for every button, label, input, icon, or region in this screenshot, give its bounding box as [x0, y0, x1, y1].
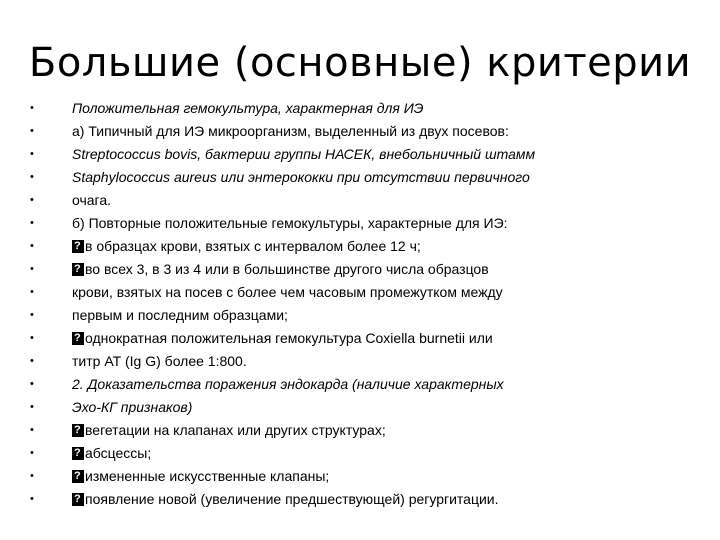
missing-glyph-icon [72, 332, 84, 345]
bullet-icon: • [30, 424, 34, 436]
bullet-icon: • [30, 493, 34, 505]
list-item-text [72, 488, 499, 511]
missing-glyph-icon [72, 470, 84, 483]
bullet-icon: • [30, 240, 34, 252]
item-label: Положительная гемокультура, характерная для ИЭ [72, 100, 424, 116]
list-item [28, 327, 708, 350]
item-label: в образцах крови, взятых с интервалом более 12 ч; [85, 238, 421, 254]
item-label: абсцессы; [85, 445, 152, 461]
missing-glyph-icon [72, 240, 84, 253]
bullet-icon: • [30, 217, 34, 229]
item-label: титр АТ (Ig G) более 1:800. [72, 353, 247, 369]
list-item-text [72, 120, 509, 143]
list-item-text [72, 189, 111, 212]
item-label: б) Повторные положительные гемокультуры, характерные для ИЭ: [72, 215, 508, 231]
list-item [28, 304, 708, 327]
list-item-text [72, 97, 423, 120]
list-item [28, 189, 708, 212]
item-label: первым и последним образцами; [72, 307, 288, 323]
list-item-text [72, 166, 530, 189]
missing-glyph-icon [72, 263, 84, 276]
list-item [28, 120, 708, 143]
bullet-icon: • [30, 470, 34, 482]
list-item [28, 212, 708, 235]
list-item-text [72, 442, 151, 465]
list-item [28, 166, 708, 189]
list-item-text [72, 373, 504, 396]
bullet-icon: • [30, 102, 34, 114]
list-item-text [72, 235, 421, 258]
bullet-icon: • [30, 309, 34, 321]
list-item [28, 281, 708, 304]
list-item-text [72, 419, 386, 442]
slide-title: Большие (основные) критерии [28, 40, 692, 86]
item-label: однократная положительная гемокультура Coxiella burnetii или [85, 330, 493, 346]
list-item [28, 350, 708, 373]
bullet-icon: • [30, 286, 34, 298]
criteria-list [28, 97, 708, 511]
bullet-icon: • [30, 263, 34, 275]
bullet-icon: • [30, 171, 34, 183]
list-item-text [72, 281, 503, 304]
bullet-icon: • [30, 401, 34, 413]
list-item [28, 235, 708, 258]
item-label: Эхо-КГ признаков) [72, 399, 193, 415]
list-item [28, 396, 708, 419]
list-item-text [72, 465, 329, 488]
bullet-icon: • [30, 332, 34, 344]
list-item [28, 258, 708, 281]
item-label: 2. Доказательства поражения эндокарда (наличие характерных [72, 376, 504, 392]
list-item-text [72, 327, 493, 350]
list-item-text [72, 350, 247, 373]
list-item [28, 488, 708, 511]
list-item [28, 419, 708, 442]
missing-glyph-icon [72, 447, 84, 460]
list-item [28, 442, 708, 465]
item-label: измененные искусственные клапаны; [85, 468, 330, 484]
list-item [28, 97, 708, 120]
bullet-icon: • [30, 125, 34, 137]
item-label: во всех 3, в 3 из 4 или в большинстве другого числа образцов [85, 261, 489, 277]
bullet-icon: • [30, 194, 34, 206]
bullet-icon: • [30, 148, 34, 160]
missing-glyph-icon [72, 424, 84, 437]
item-label: вегетации на клапанах или других структурах; [85, 422, 386, 438]
bullet-icon: • [30, 378, 34, 390]
item-label: появление новой (увеличение предшествующей) регургитации. [85, 491, 499, 507]
list-item-text [72, 212, 508, 235]
list-item-text [72, 143, 535, 166]
bullet-icon: • [30, 355, 34, 367]
list-item [28, 373, 708, 396]
item-label: крови, взятых на посев с более чем часовым промежутком между [72, 284, 503, 300]
item-label: Staphylococcus aureus или энтерококки при отсутствии первичного [72, 169, 530, 185]
list-item [28, 465, 708, 488]
item-label: Streptococcus bovis, бактерии группы НАСЕК, внебольничный штамм [72, 146, 536, 162]
list-item [28, 143, 708, 166]
item-label: а) Типичный для ИЭ микроорганизм, выделенный из двух посевов: [72, 123, 509, 139]
missing-glyph-icon [72, 493, 84, 506]
list-item-text [72, 396, 192, 419]
list-item-text [72, 304, 288, 327]
bullet-icon: • [30, 447, 34, 459]
item-label: очага. [72, 192, 112, 208]
list-item-text [72, 258, 489, 281]
